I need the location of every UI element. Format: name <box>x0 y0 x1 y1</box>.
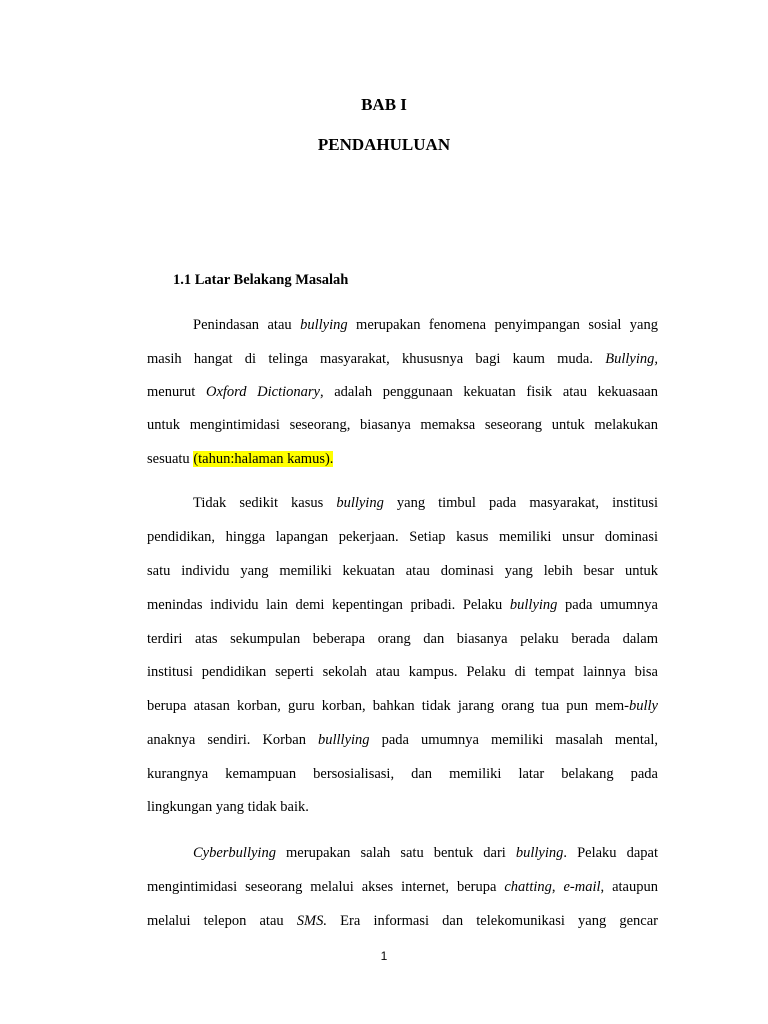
page-number: 1 <box>380 949 388 963</box>
paragraph-1-line-3: menurut Oxford Dictionary, adalah penggunaan kekuatan fisik atau kekuasaan <box>147 384 658 400</box>
paragraph-1-line-5: sesuatu (tahun:halaman kamus). <box>147 451 334 467</box>
chapter-title: PENDAHULUAN <box>317 135 451 154</box>
paragraph-2-line-2: pendidikan, hingga lapangan pekerjaan. Setiap kasus memiliki unsur dominasi <box>147 529 658 545</box>
paragraph-2-line-9: kurangnya kemampuan bersosialisasi, dan memiliki latar belakang pada <box>147 766 658 782</box>
paragraph-3-line-1: Cyberbullying merupakan salah satu bentuk dari bullying. Pelaku dapat <box>193 845 658 861</box>
paragraph-2-line-5: terdiri atas sekumpulan beberapa orang dan biasanya pelaku berada dalam <box>147 631 658 647</box>
paragraph-2-line-10: lingkungan yang tidak baik. <box>147 799 309 815</box>
paragraph-2-line-4: menindas individu lain demi kepentingan pribadi. Pelaku bullying pada umumnya <box>147 597 658 613</box>
chapter-number: BAB I <box>361 95 407 114</box>
paragraph-1-line-4: untuk mengintimidasi seseorang, biasanya memaksa seseorang untuk melakukan <box>147 417 658 433</box>
paragraph-2-line-1: Tidak sedikit kasus bullying yang timbul pada masyarakat, institusi <box>193 495 659 511</box>
paragraph-2-line-8: anaknya sendiri. Korban bulllying pada umumnya memiliki masalah mental, <box>147 732 659 748</box>
paragraph-1-line-2: masih hangat di telinga masyarakat, khususnya bagi kaum muda. Bullying, <box>147 351 658 367</box>
paragraph-3-line-3: melalui telepon atau SMS. Era informasi dan telekomunikasi yang gencar <box>147 913 658 929</box>
paragraph-2-line-7: berupa atasan korban, guru korban, bahkan tidak jarang orang tua pun mem-bully <box>147 698 658 714</box>
paragraph-1-line-1: Penindasan atau bullying merupakan fenomena penyimpangan sosial yang <box>193 317 658 333</box>
paragraph-2-line-6: institusi pendidikan seperti sekolah atau kampus. Pelaku di tempat lainnya bisa <box>147 664 658 680</box>
citation-placeholder-highlight: (tahun:halaman kamus). <box>193 451 334 467</box>
section-heading: 1.1 Latar Belakang Masalah <box>173 272 349 288</box>
paragraph-3-line-2: mengintimidasi seseorang melalui akses internet, berupa chatting, e-mail, ataupun <box>147 879 658 895</box>
paragraph-2-line-3: satu individu yang memiliki kekuatan atau dominasi yang lebih besar untuk <box>147 563 658 579</box>
